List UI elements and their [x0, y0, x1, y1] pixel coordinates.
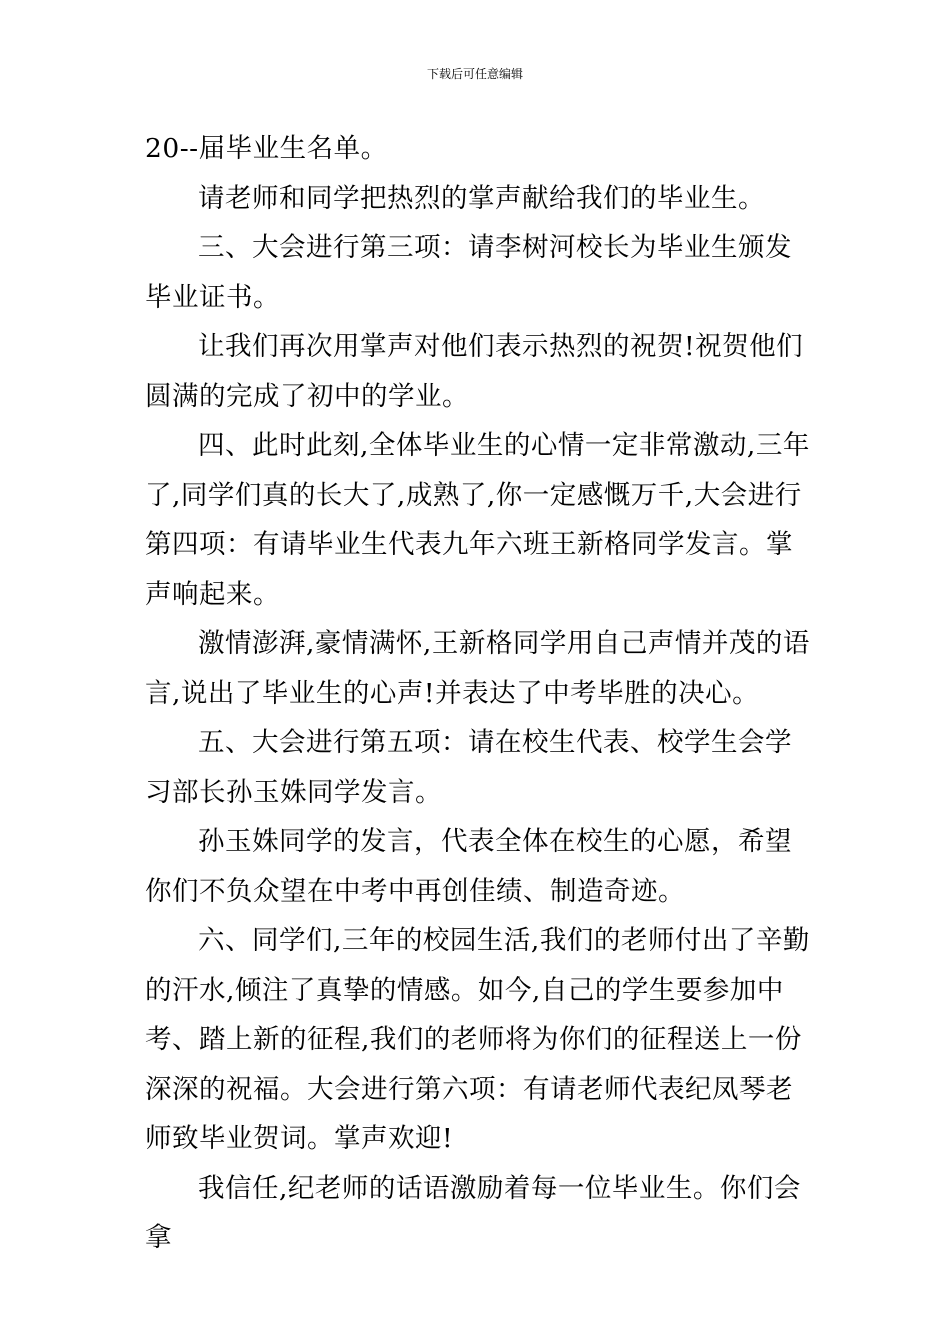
document-body — [145, 124, 810, 1263]
paragraph-passion: 激情澎湃,豪情满怀,王新格同学用自己声情并茂的语言,说出了毕业生的心声!并表达了中考毕胜的决心。 — [145, 628, 810, 709]
paragraph-item-six: 六、同学们,三年的校园生活,我们的老师付出了辛勤的汗水,倾注了真挚的情感。如今,自己的学生要参加中考、踏上新的征程,我们的老师将为你们的征程送上一份深深的祝福。大会进行第六项：有请老师代表纪凤琴老师致毕业贺词。掌声欢迎! — [145, 925, 810, 1154]
paragraph-item-four: 四、此时此刻,全体毕业生的心情一定非常激动,三年了,同学们真的长大了,成熟了,你一定感慨万千,大会进行第四项：有请毕业生代表九年六班王新格同学发言。掌声响起来。 — [145, 430, 810, 610]
paragraph-congratulations: 让我们再次用掌声对他们表示热烈的祝贺!祝贺他们圆满的完成了初中的学业。 — [145, 331, 804, 412]
paragraph-item-three: 三、大会进行第三项：请李树河校长为毕业生颁发毕业证书。 — [145, 232, 792, 313]
paragraph-closing: 我信任,纪老师的话语激励着每一位毕业生。你们会拿 — [145, 1172, 801, 1253]
paragraph-item-five: 五、大会进行第五项：请在校生代表、校学生会学习部长孙玉姝同学发言。 — [145, 727, 792, 808]
paragraph-student-speech: 孙玉姝同学的发言，代表全体在校生的心愿，希望你们不负众望在中考中再创佳绩、制造奇迹。 — [145, 826, 792, 907]
page-header-note: 下载后可任意编辑 — [426, 67, 523, 81]
paragraph-applause: 请老师和同学把热烈的掌声献给我们的毕业生。 — [198, 182, 765, 214]
paragraph-graduate-list: 20--届毕业生名单。 — [145, 133, 388, 164]
